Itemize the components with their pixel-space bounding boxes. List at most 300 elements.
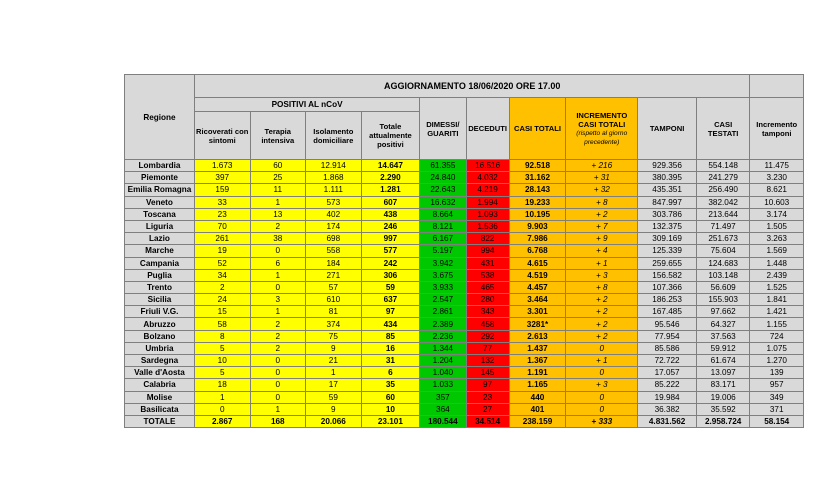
cell-isolamento: 1.868 bbox=[306, 172, 362, 184]
header-dimessi: DIMESSI/ GUARITI bbox=[420, 98, 466, 160]
cell-ricoverati: 19 bbox=[194, 245, 250, 257]
table-row bbox=[125, 403, 804, 415]
table-row bbox=[125, 355, 804, 367]
cell-casi-totali: 2.613 bbox=[509, 330, 566, 342]
cell-incremento-tamponi: 349 bbox=[750, 391, 804, 403]
cell-totale-positivi: 23.101 bbox=[361, 415, 420, 427]
cell-dimessi: 3.942 bbox=[420, 257, 466, 269]
cell-casi-testati: 59.912 bbox=[696, 342, 750, 354]
cell-terapia: 13 bbox=[250, 208, 306, 220]
cell-regione: Umbria bbox=[125, 342, 195, 354]
cell-incremento: + 1 bbox=[566, 355, 638, 367]
cell-incremento: + 32 bbox=[566, 184, 638, 196]
cell-tamponi: 309.169 bbox=[638, 233, 697, 245]
table-row bbox=[125, 342, 804, 354]
cell-totale-positivi: 85 bbox=[361, 330, 420, 342]
cell-ricoverati: 159 bbox=[194, 184, 250, 196]
cell-incremento: + 2 bbox=[566, 294, 638, 306]
cell-casi-testati: 13.097 bbox=[696, 367, 750, 379]
total-row bbox=[125, 415, 804, 427]
cell-totale-positivi: 607 bbox=[361, 196, 420, 208]
cell-regione: Lazio bbox=[125, 233, 195, 245]
cell-casi-totali: 3.464 bbox=[509, 294, 566, 306]
cell-casi-totali: 440 bbox=[509, 391, 566, 403]
cell-isolamento: 12.914 bbox=[306, 160, 362, 172]
cell-tamponi: 259.655 bbox=[638, 257, 697, 269]
cell-incremento-tamponi: 1.075 bbox=[750, 342, 804, 354]
cell-terapia: 1 bbox=[250, 269, 306, 281]
cell-incremento: 0 bbox=[566, 391, 638, 403]
cell-incremento-tamponi: 957 bbox=[750, 379, 804, 391]
cell-ricoverati: 23 bbox=[194, 208, 250, 220]
cell-incremento: + 2 bbox=[566, 208, 638, 220]
cell-deceduti: 132 bbox=[466, 355, 509, 367]
cell-regione: Liguria bbox=[125, 220, 195, 232]
cell-casi-testati: 554.148 bbox=[696, 160, 750, 172]
cell-terapia: 38 bbox=[250, 233, 306, 245]
cell-isolamento: 1 bbox=[306, 367, 362, 379]
cell-casi-totali: 9.903 bbox=[509, 220, 566, 232]
cell-ricoverati: 52 bbox=[194, 257, 250, 269]
cell-terapia: 1 bbox=[250, 403, 306, 415]
cell-tamponi: 107.366 bbox=[638, 281, 697, 293]
cell-casi-testati: 213.644 bbox=[696, 208, 750, 220]
cell-casi-testati: 71.497 bbox=[696, 220, 750, 232]
cell-regione: Bolzano bbox=[125, 330, 195, 342]
cell-ricoverati: 10 bbox=[194, 355, 250, 367]
cell-totale-positivi: 31 bbox=[361, 355, 420, 367]
cell-ricoverati: 18 bbox=[194, 379, 250, 391]
cell-casi-testati: 35.592 bbox=[696, 403, 750, 415]
cell-casi-testati: 2.958.724 bbox=[696, 415, 750, 427]
header-incremento bbox=[566, 98, 638, 160]
cell-regione: Sicilia bbox=[125, 294, 195, 306]
cell-casi-testati: 97.662 bbox=[696, 306, 750, 318]
cell-tamponi: 380.395 bbox=[638, 172, 697, 184]
cell-regione: Basilicata bbox=[125, 403, 195, 415]
cell-regione: Abruzzo bbox=[125, 318, 195, 330]
cell-regione: Piemonte bbox=[125, 172, 195, 184]
table-row bbox=[125, 269, 804, 281]
cell-incremento-tamponi: 139 bbox=[750, 367, 804, 379]
cell-incremento-tamponi: 1.155 bbox=[750, 318, 804, 330]
cell-totale-positivi: 6 bbox=[361, 367, 420, 379]
cell-deceduti: 458 bbox=[466, 318, 509, 330]
cell-tamponi: 435.351 bbox=[638, 184, 697, 196]
cell-dimessi: 180.544 bbox=[420, 415, 466, 427]
cell-deceduti: 1.536 bbox=[466, 220, 509, 232]
cell-casi-totali: 10.195 bbox=[509, 208, 566, 220]
cell-isolamento: 9 bbox=[306, 342, 362, 354]
cell-terapia: 2 bbox=[250, 330, 306, 342]
cell-terapia: 2 bbox=[250, 220, 306, 232]
cell-ricoverati: 0 bbox=[194, 403, 250, 415]
cell-dimessi: 2.236 bbox=[420, 330, 466, 342]
cell-totale-positivi: 438 bbox=[361, 208, 420, 220]
cell-deceduti: 822 bbox=[466, 233, 509, 245]
cell-totale-positivi: 14.647 bbox=[361, 160, 420, 172]
cell-totale-positivi: 60 bbox=[361, 391, 420, 403]
cell-isolamento: 81 bbox=[306, 306, 362, 318]
table-row bbox=[125, 281, 804, 293]
cell-terapia: 25 bbox=[250, 172, 306, 184]
cell-casi-testati: 241.279 bbox=[696, 172, 750, 184]
cell-totale-positivi: 306 bbox=[361, 269, 420, 281]
cell-casi-totali: 31.162 bbox=[509, 172, 566, 184]
cell-isolamento: 59 bbox=[306, 391, 362, 403]
header-deceduti: DECEDUTI bbox=[466, 98, 509, 160]
update-title: AGGIORNAMENTO 18/06/2020 ORE 17.00 bbox=[194, 75, 749, 98]
cell-terapia: 2 bbox=[250, 342, 306, 354]
cell-casi-totali: 1.191 bbox=[509, 367, 566, 379]
cell-incremento: + 2 bbox=[566, 306, 638, 318]
cell-ricoverati: 15 bbox=[194, 306, 250, 318]
cell-deceduti: 77 bbox=[466, 342, 509, 354]
cell-casi-testati: 83.171 bbox=[696, 379, 750, 391]
cell-isolamento: 17 bbox=[306, 379, 362, 391]
cell-tamponi: 929.356 bbox=[638, 160, 697, 172]
cell-casi-totali: 238.159 bbox=[509, 415, 566, 427]
cell-regione: Marche bbox=[125, 245, 195, 257]
cell-incremento-tamponi: 2.439 bbox=[750, 269, 804, 281]
cell-regione: Calabria bbox=[125, 379, 195, 391]
cell-regione: Emilia Romagna bbox=[125, 184, 195, 196]
cell-incremento-tamponi: 11.475 bbox=[750, 160, 804, 172]
cell-incremento-tamponi: 371 bbox=[750, 403, 804, 415]
cell-deceduti: 27 bbox=[466, 403, 509, 415]
cell-tamponi: 77.954 bbox=[638, 330, 697, 342]
cell-deceduti: 431 bbox=[466, 257, 509, 269]
cell-incremento-tamponi: 3.263 bbox=[750, 233, 804, 245]
cell-deceduti: 23 bbox=[466, 391, 509, 403]
table-row bbox=[125, 391, 804, 403]
cell-dimessi: 357 bbox=[420, 391, 466, 403]
cell-terapia: 0 bbox=[250, 245, 306, 257]
cell-dimessi: 8.664 bbox=[420, 208, 466, 220]
cell-incremento: + 8 bbox=[566, 281, 638, 293]
cell-tamponi: 847.997 bbox=[638, 196, 697, 208]
cell-terapia: 0 bbox=[250, 379, 306, 391]
cell-ricoverati: 261 bbox=[194, 233, 250, 245]
cell-dimessi: 22.643 bbox=[420, 184, 466, 196]
cell-totale-positivi: 997 bbox=[361, 233, 420, 245]
cell-incremento: 0 bbox=[566, 342, 638, 354]
cell-incremento-tamponi: 1.841 bbox=[750, 294, 804, 306]
cell-isolamento: 174 bbox=[306, 220, 362, 232]
cell-isolamento: 402 bbox=[306, 208, 362, 220]
cell-casi-totali: 1.367 bbox=[509, 355, 566, 367]
cell-casi-testati: 64.327 bbox=[696, 318, 750, 330]
cell-dimessi: 2.547 bbox=[420, 294, 466, 306]
cell-tamponi: 36.382 bbox=[638, 403, 697, 415]
cell-casi-totali: 1.437 bbox=[509, 342, 566, 354]
cell-casi-testati: 37.563 bbox=[696, 330, 750, 342]
table-row bbox=[125, 379, 804, 391]
cell-deceduti: 34.514 bbox=[466, 415, 509, 427]
cell-incremento: + 7 bbox=[566, 220, 638, 232]
cell-deceduti: 538 bbox=[466, 269, 509, 281]
covid-summary-table bbox=[124, 74, 804, 428]
cell-casi-testati: 75.604 bbox=[696, 245, 750, 257]
table-row bbox=[125, 306, 804, 318]
cell-terapia: 1 bbox=[250, 196, 306, 208]
cell-ricoverati: 58 bbox=[194, 318, 250, 330]
table-row bbox=[125, 233, 804, 245]
cell-regione: Valle d'Aosta bbox=[125, 367, 195, 379]
cell-deceduti: 465 bbox=[466, 281, 509, 293]
cell-casi-testati: 382.042 bbox=[696, 196, 750, 208]
cell-casi-totali: 7.986 bbox=[509, 233, 566, 245]
table-row bbox=[125, 294, 804, 306]
cell-tamponi: 85.222 bbox=[638, 379, 697, 391]
cell-tamponi: 95.546 bbox=[638, 318, 697, 330]
cell-deceduti: 1.093 bbox=[466, 208, 509, 220]
cell-ricoverati: 33 bbox=[194, 196, 250, 208]
cell-dimessi: 3.933 bbox=[420, 281, 466, 293]
header-positivi-group: POSITIVI AL nCoV bbox=[194, 98, 419, 112]
cell-ricoverati: 2 bbox=[194, 281, 250, 293]
cell-isolamento: 610 bbox=[306, 294, 362, 306]
cell-regione: Puglia bbox=[125, 269, 195, 281]
cell-casi-totali: 6.768 bbox=[509, 245, 566, 257]
cell-regione: Toscana bbox=[125, 208, 195, 220]
cell-dimessi: 16.632 bbox=[420, 196, 466, 208]
cell-regione: Sardegna bbox=[125, 355, 195, 367]
header-incremento-label: INCREMENTO CASI TOTALI bbox=[576, 110, 628, 129]
cell-ricoverati: 24 bbox=[194, 294, 250, 306]
cell-incremento: + 9 bbox=[566, 233, 638, 245]
cell-regione: Veneto bbox=[125, 196, 195, 208]
cell-terapia: 2 bbox=[250, 318, 306, 330]
cell-tamponi: 167.485 bbox=[638, 306, 697, 318]
cell-isolamento: 558 bbox=[306, 245, 362, 257]
cell-ricoverati: 8 bbox=[194, 330, 250, 342]
cell-isolamento: 1.111 bbox=[306, 184, 362, 196]
cell-isolamento: 573 bbox=[306, 196, 362, 208]
header-incremento-tamponi: Incremento tamponi bbox=[750, 98, 804, 160]
cell-incremento-tamponi: 3.174 bbox=[750, 208, 804, 220]
table-row bbox=[125, 367, 804, 379]
cell-regione: Molise bbox=[125, 391, 195, 403]
cell-ricoverati: 1 bbox=[194, 391, 250, 403]
cell-totale-positivi: 434 bbox=[361, 318, 420, 330]
header-tamponi: TAMPONI bbox=[638, 98, 697, 160]
cell-regione: TOTALE bbox=[125, 415, 195, 427]
cell-incremento: + 216 bbox=[566, 160, 638, 172]
cell-casi-totali: 4.519 bbox=[509, 269, 566, 281]
header-isolamento: Isolamento domiciliare bbox=[306, 112, 362, 160]
cell-deceduti: 4.032 bbox=[466, 172, 509, 184]
cell-isolamento: 75 bbox=[306, 330, 362, 342]
cell-incremento: + 3 bbox=[566, 379, 638, 391]
cell-regione: Lombardia bbox=[125, 160, 195, 172]
cell-casi-testati: 103.148 bbox=[696, 269, 750, 281]
cell-incremento: + 4 bbox=[566, 245, 638, 257]
cell-incremento-tamponi: 58.154 bbox=[750, 415, 804, 427]
cell-tamponi: 132.375 bbox=[638, 220, 697, 232]
cell-dimessi: 364 bbox=[420, 403, 466, 415]
table-row bbox=[125, 172, 804, 184]
cell-incremento: + 8 bbox=[566, 196, 638, 208]
cell-casi-testati: 61.674 bbox=[696, 355, 750, 367]
cell-isolamento: 184 bbox=[306, 257, 362, 269]
cell-incremento-tamponi: 1.525 bbox=[750, 281, 804, 293]
header-totale-positivi: Totale attualmente positivi bbox=[361, 112, 420, 160]
cell-ricoverati: 1.673 bbox=[194, 160, 250, 172]
cell-deceduti: 16.516 bbox=[466, 160, 509, 172]
cell-regione: Campania bbox=[125, 257, 195, 269]
cell-incremento: + 333 bbox=[566, 415, 638, 427]
table-row bbox=[125, 208, 804, 220]
cell-deceduti: 280 bbox=[466, 294, 509, 306]
cell-casi-totali: 28.143 bbox=[509, 184, 566, 196]
cell-deceduti: 292 bbox=[466, 330, 509, 342]
cell-tamponi: 17.057 bbox=[638, 367, 697, 379]
cell-totale-positivi: 59 bbox=[361, 281, 420, 293]
cell-incremento-tamponi: 3.230 bbox=[750, 172, 804, 184]
cell-regione: Trento bbox=[125, 281, 195, 293]
cell-tamponi: 4.831.562 bbox=[638, 415, 697, 427]
cell-tamponi: 72.722 bbox=[638, 355, 697, 367]
cell-isolamento: 57 bbox=[306, 281, 362, 293]
table-row bbox=[125, 196, 804, 208]
header-regione: Regione bbox=[125, 75, 195, 160]
cell-totale-positivi: 10 bbox=[361, 403, 420, 415]
cell-isolamento: 698 bbox=[306, 233, 362, 245]
cell-incremento: + 2 bbox=[566, 330, 638, 342]
cell-casi-totali: 92.518 bbox=[509, 160, 566, 172]
cell-incremento: 0 bbox=[566, 367, 638, 379]
cell-incremento-tamponi: 1.448 bbox=[750, 257, 804, 269]
cell-deceduti: 994 bbox=[466, 245, 509, 257]
cell-isolamento: 374 bbox=[306, 318, 362, 330]
header-terapia: Terapia intensiva bbox=[250, 112, 306, 160]
cell-ricoverati: 397 bbox=[194, 172, 250, 184]
table-row bbox=[125, 257, 804, 269]
cell-totale-positivi: 2.290 bbox=[361, 172, 420, 184]
cell-casi-totali: 3281* bbox=[509, 318, 566, 330]
cell-deceduti: 343 bbox=[466, 306, 509, 318]
cell-incremento-tamponi: 10.603 bbox=[750, 196, 804, 208]
cell-dimessi: 2.861 bbox=[420, 306, 466, 318]
cell-terapia: 0 bbox=[250, 367, 306, 379]
cell-ricoverati: 2.867 bbox=[194, 415, 250, 427]
cell-terapia: 1 bbox=[250, 306, 306, 318]
header-blank bbox=[750, 75, 804, 98]
cell-incremento: + 1 bbox=[566, 257, 638, 269]
cell-incremento: + 31 bbox=[566, 172, 638, 184]
cell-totale-positivi: 1.281 bbox=[361, 184, 420, 196]
table-row bbox=[125, 160, 804, 172]
cell-dimessi: 1.040 bbox=[420, 367, 466, 379]
cell-ricoverati: 5 bbox=[194, 367, 250, 379]
cell-totale-positivi: 16 bbox=[361, 342, 420, 354]
cell-isolamento: 9 bbox=[306, 403, 362, 415]
table-row bbox=[125, 184, 804, 196]
cell-isolamento: 20.066 bbox=[306, 415, 362, 427]
cell-incremento-tamponi: 1.505 bbox=[750, 220, 804, 232]
cell-terapia: 0 bbox=[250, 355, 306, 367]
cell-dimessi: 24.840 bbox=[420, 172, 466, 184]
cell-incremento-tamponi: 1.270 bbox=[750, 355, 804, 367]
cell-casi-totali: 3.301 bbox=[509, 306, 566, 318]
cell-terapia: 0 bbox=[250, 391, 306, 403]
cell-deceduti: 145 bbox=[466, 367, 509, 379]
cell-incremento: + 2 bbox=[566, 318, 638, 330]
cell-totale-positivi: 35 bbox=[361, 379, 420, 391]
cell-terapia: 168 bbox=[250, 415, 306, 427]
cell-ricoverati: 5 bbox=[194, 342, 250, 354]
cell-casi-testati: 124.683 bbox=[696, 257, 750, 269]
cell-casi-testati: 56.609 bbox=[696, 281, 750, 293]
cell-tamponi: 156.582 bbox=[638, 269, 697, 281]
cell-tamponi: 85.586 bbox=[638, 342, 697, 354]
cell-dimessi: 2.389 bbox=[420, 318, 466, 330]
cell-incremento: + 3 bbox=[566, 269, 638, 281]
cell-tamponi: 303.786 bbox=[638, 208, 697, 220]
cell-casi-totali: 401 bbox=[509, 403, 566, 415]
header-casi-totali: CASI TOTALI bbox=[509, 98, 566, 160]
cell-casi-testati: 155.903 bbox=[696, 294, 750, 306]
cell-casi-totali: 1.165 bbox=[509, 379, 566, 391]
cell-incremento-tamponi: 1.569 bbox=[750, 245, 804, 257]
cell-dimessi: 8.121 bbox=[420, 220, 466, 232]
table-row bbox=[125, 220, 804, 232]
cell-ricoverati: 34 bbox=[194, 269, 250, 281]
cell-dimessi: 1.204 bbox=[420, 355, 466, 367]
header-incremento-note: (rispetto al giorno precedente) bbox=[576, 129, 628, 146]
cell-dimessi: 6.167 bbox=[420, 233, 466, 245]
cell-totale-positivi: 637 bbox=[361, 294, 420, 306]
cell-totale-positivi: 246 bbox=[361, 220, 420, 232]
cell-terapia: 60 bbox=[250, 160, 306, 172]
cell-dimessi: 61.355 bbox=[420, 160, 466, 172]
cell-totale-positivi: 242 bbox=[361, 257, 420, 269]
cell-incremento-tamponi: 724 bbox=[750, 330, 804, 342]
cell-terapia: 6 bbox=[250, 257, 306, 269]
cell-isolamento: 21 bbox=[306, 355, 362, 367]
cell-totale-positivi: 97 bbox=[361, 306, 420, 318]
cell-regione: Friuli V.G. bbox=[125, 306, 195, 318]
cell-incremento-tamponi: 8.621 bbox=[750, 184, 804, 196]
cell-isolamento: 271 bbox=[306, 269, 362, 281]
table-row bbox=[125, 330, 804, 342]
cell-dimessi: 5.197 bbox=[420, 245, 466, 257]
cell-dimessi: 3.675 bbox=[420, 269, 466, 281]
cell-tamponi: 186.253 bbox=[638, 294, 697, 306]
table-body bbox=[125, 160, 804, 428]
cell-incremento-tamponi: 1.421 bbox=[750, 306, 804, 318]
cell-dimessi: 1.344 bbox=[420, 342, 466, 354]
cell-deceduti: 97 bbox=[466, 379, 509, 391]
cell-casi-testati: 256.490 bbox=[696, 184, 750, 196]
table-row bbox=[125, 245, 804, 257]
cell-casi-totali: 4.615 bbox=[509, 257, 566, 269]
cell-incremento: 0 bbox=[566, 403, 638, 415]
cell-deceduti: 4.219 bbox=[466, 184, 509, 196]
cell-terapia: 3 bbox=[250, 294, 306, 306]
cell-casi-totali: 19.233 bbox=[509, 196, 566, 208]
cell-tamponi: 19.984 bbox=[638, 391, 697, 403]
header-casi-testati: CASI TESTATI bbox=[696, 98, 750, 160]
header-ricoverati: Ricoverati con sintomi bbox=[194, 112, 250, 160]
cell-deceduti: 1.994 bbox=[466, 196, 509, 208]
cell-tamponi: 125.339 bbox=[638, 245, 697, 257]
cell-casi-totali: 4.457 bbox=[509, 281, 566, 293]
cell-ricoverati: 70 bbox=[194, 220, 250, 232]
cell-terapia: 0 bbox=[250, 281, 306, 293]
cell-casi-testati: 251.673 bbox=[696, 233, 750, 245]
